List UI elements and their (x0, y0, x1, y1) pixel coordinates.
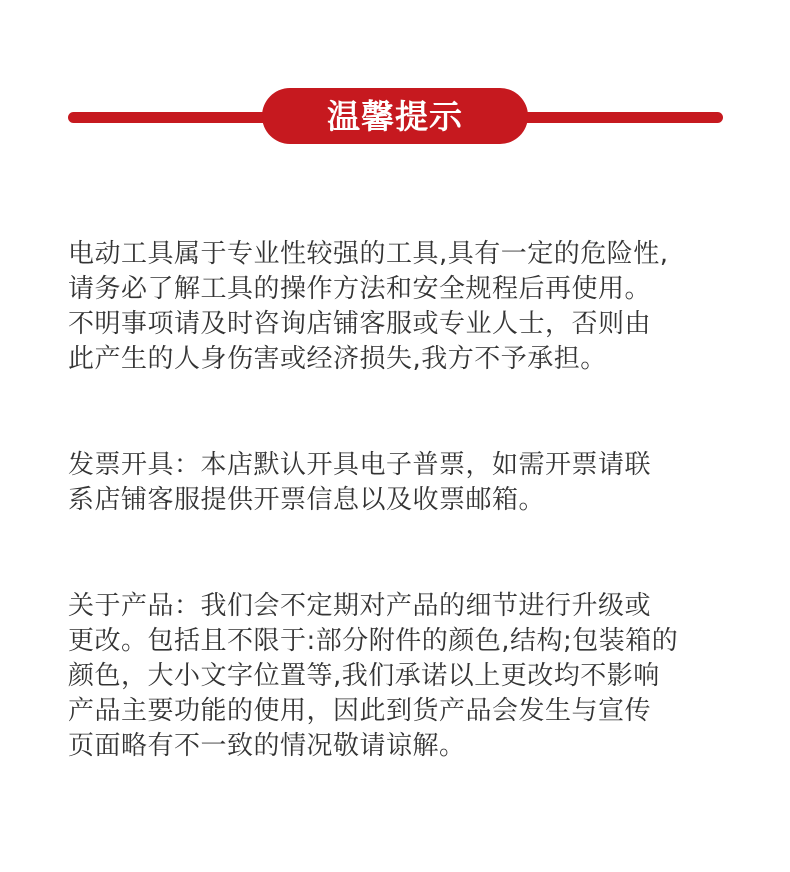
page-title: 温馨提示 (327, 96, 463, 136)
product-notice-paragraph: 关于产品：我们会不定期对产品的细节进行升级或 更改。包括且不限于:部分附件的颜色,结构;包装箱的 颜色，大小文字位置等,我们承诺以上更改均不影响 产品主要功能的使用，因此到货产品会发生与宣传 页面略有不一致的情况敬请谅解。 (68, 591, 679, 761)
header-badge (262, 88, 528, 144)
safety-notice-paragraph: 电动工具属于专业性较强的工具,具有一定的危险性, 请务必了解工具的操作方法和安全规程后再使用。 不明事项请及时咨询店铺客服或专业人士，否则由 此产生的人身伤害或经济损失,我方不予承担。 (68, 239, 669, 374)
invoice-notice-paragraph: 发票开具：本店默认开具电子普票，如需开票请联 系店铺客服提供开票信息以及收票邮箱。 (68, 450, 652, 515)
